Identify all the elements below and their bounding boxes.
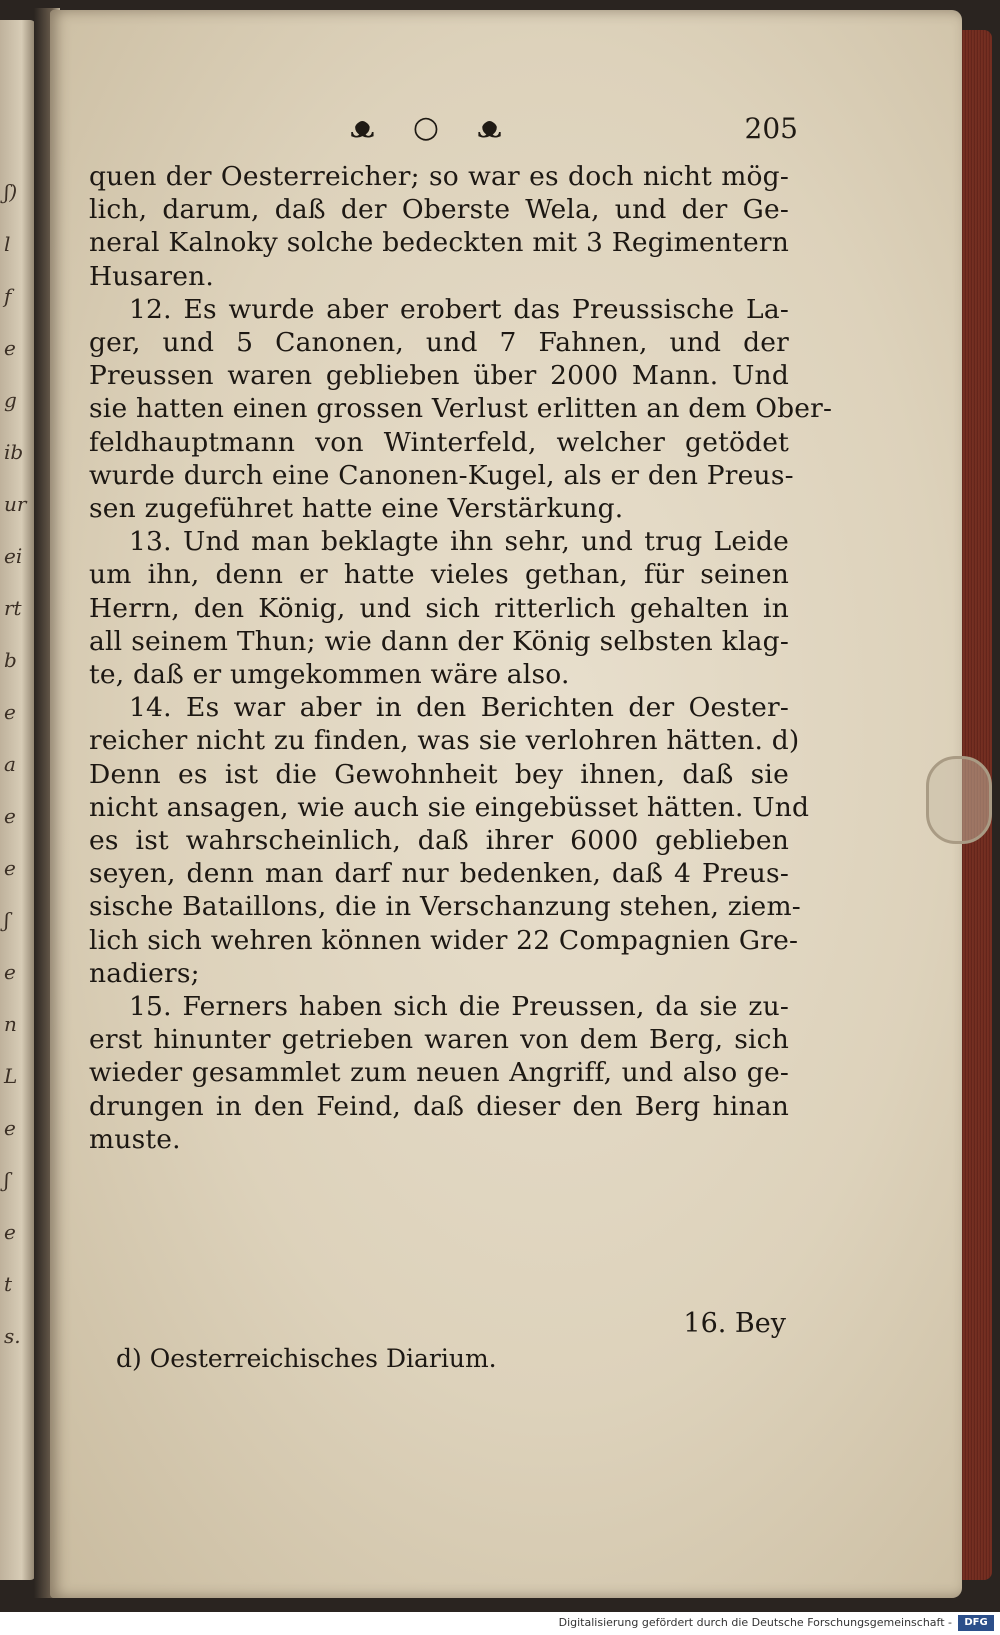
paragraph-14-start: 14. Es war aber in den Berichten der Oester- xyxy=(129,692,789,724)
previous-page-fragment: e xyxy=(4,336,16,360)
text-line: neral Kalnoky solche bedeckten mit 3 Regimentern xyxy=(89,227,789,259)
previous-page-fragment: ʃ xyxy=(4,1168,10,1192)
previous-page-fragment: a xyxy=(4,752,16,776)
previous-page-fragment: f xyxy=(4,284,12,308)
text-line: es ist wahrscheinlich, daß ihrer 6000 geblieben xyxy=(89,825,789,857)
catchword: 16. Bey xyxy=(683,1308,786,1339)
text-line: wurde durch eine Canonen-Kugel, als er den Preus- xyxy=(89,459,794,491)
previous-page-fragment: ei xyxy=(4,544,23,568)
previous-page-fragment: rt xyxy=(4,596,22,620)
text-line: nadiers; xyxy=(89,957,200,989)
text-line: Preussen waren geblieben über 2000 Mann. Und xyxy=(89,360,789,392)
text-line: um ihn, denn er hatte vieles gethan, für seinen xyxy=(89,559,789,591)
text-line: drungen in den Feind, daß dieser den Berg hinan xyxy=(89,1090,789,1122)
footer-bar xyxy=(0,1612,1000,1635)
previous-page-fragment: e xyxy=(4,960,16,984)
paragraph-13-start: 13. Und man beklagte ihn sehr, und trug Leide xyxy=(129,526,789,558)
text-line: te, daß er umgekommen wäre also. xyxy=(89,659,570,691)
dfg-logo[interactable]: DFG xyxy=(958,1615,994,1631)
paragraph-12-start: 12. Es wurde aber erobert das Preussische La- xyxy=(129,293,789,325)
text-line: ger, und 5 Canonen, und 7 Fahnen, und der xyxy=(89,327,789,359)
previous-page-fragment: ur xyxy=(4,492,27,516)
text-line: nicht ansagen, wie auch sie eingebüsset hätten. Und xyxy=(89,791,810,823)
text-line: erst hinunter getrieben waren von dem Berg, sich xyxy=(89,1024,789,1056)
text-line: muste. xyxy=(89,1123,181,1155)
text-line: sen zugeführet hatte eine Verstärkung. xyxy=(89,493,624,525)
text-line: lich, darum, daß der Oberste Wela, und der Ge- xyxy=(89,194,789,226)
text-line: Husaren. xyxy=(89,260,215,292)
footnote: d) Oesterreichisches Diarium. xyxy=(116,1344,497,1373)
previous-page-fragment: ib xyxy=(4,440,24,464)
page-number: 205 xyxy=(744,112,798,145)
previous-page-fragment: e xyxy=(4,700,16,724)
previous-page-fragment: l xyxy=(4,232,11,256)
text-line: sische Bataillons, die in Verschanzung stehen, ziem- xyxy=(89,891,801,923)
body-text xyxy=(89,160,833,1156)
previous-page-fragment: ʃ xyxy=(4,908,10,932)
previous-page-fragment: ʃ) xyxy=(4,180,18,204)
text-line: Herrn, den König, und sich ritterlich gehalten in xyxy=(89,592,789,624)
text-line: Denn es ist die Gewohnheit bey ihnen, daß sie xyxy=(89,758,789,790)
previous-page-fragment: e xyxy=(4,856,16,880)
book-clasp xyxy=(926,756,992,844)
header-ornament: ᴥ ○ ᴥ xyxy=(350,110,516,145)
previous-page-fragment: s. xyxy=(4,1324,21,1348)
text-line: sie hatten einen grossen Verlust erlitten an dem Ober- xyxy=(89,393,833,425)
previous-page-fragment: e xyxy=(4,804,16,828)
previous-page-fragment: t xyxy=(4,1272,13,1296)
text-line: quen der Oesterreicher; so war es doch nicht mög- xyxy=(89,161,789,192)
previous-page-fragment: L xyxy=(4,1064,18,1088)
previous-page-fragment: e xyxy=(4,1220,16,1244)
text-line: lich sich wehren können wider 22 Compagnien Gre- xyxy=(89,924,799,956)
paragraph-15-start: 15. Ferners haben sich die Preussen, da sie zu- xyxy=(129,991,789,1023)
text-line: feldhauptmann von Winterfeld, welcher getödet xyxy=(89,426,789,458)
text-line: reicher nicht zu finden, was sie verlohren hätten. d) xyxy=(89,725,800,757)
previous-page-fragment: e xyxy=(4,1116,16,1140)
previous-page-fragment: n xyxy=(4,1012,17,1036)
previous-page-edge xyxy=(0,20,36,1580)
previous-page-fragment: b xyxy=(4,648,17,672)
text-line: wieder gesammlet zum neuen Angriff, und also ge- xyxy=(89,1057,789,1089)
previous-page-fragment: g xyxy=(4,388,17,412)
text-line: all seinem Thun; wie dann der König selbsten klag- xyxy=(89,625,789,657)
digitization-credit: Digitalisierung gefördert durch die Deutsche Forschungsgemeinschaft - xyxy=(558,1616,952,1629)
text-line: seyen, denn man darf nur bedenken, daß 4 Preus- xyxy=(89,858,789,890)
